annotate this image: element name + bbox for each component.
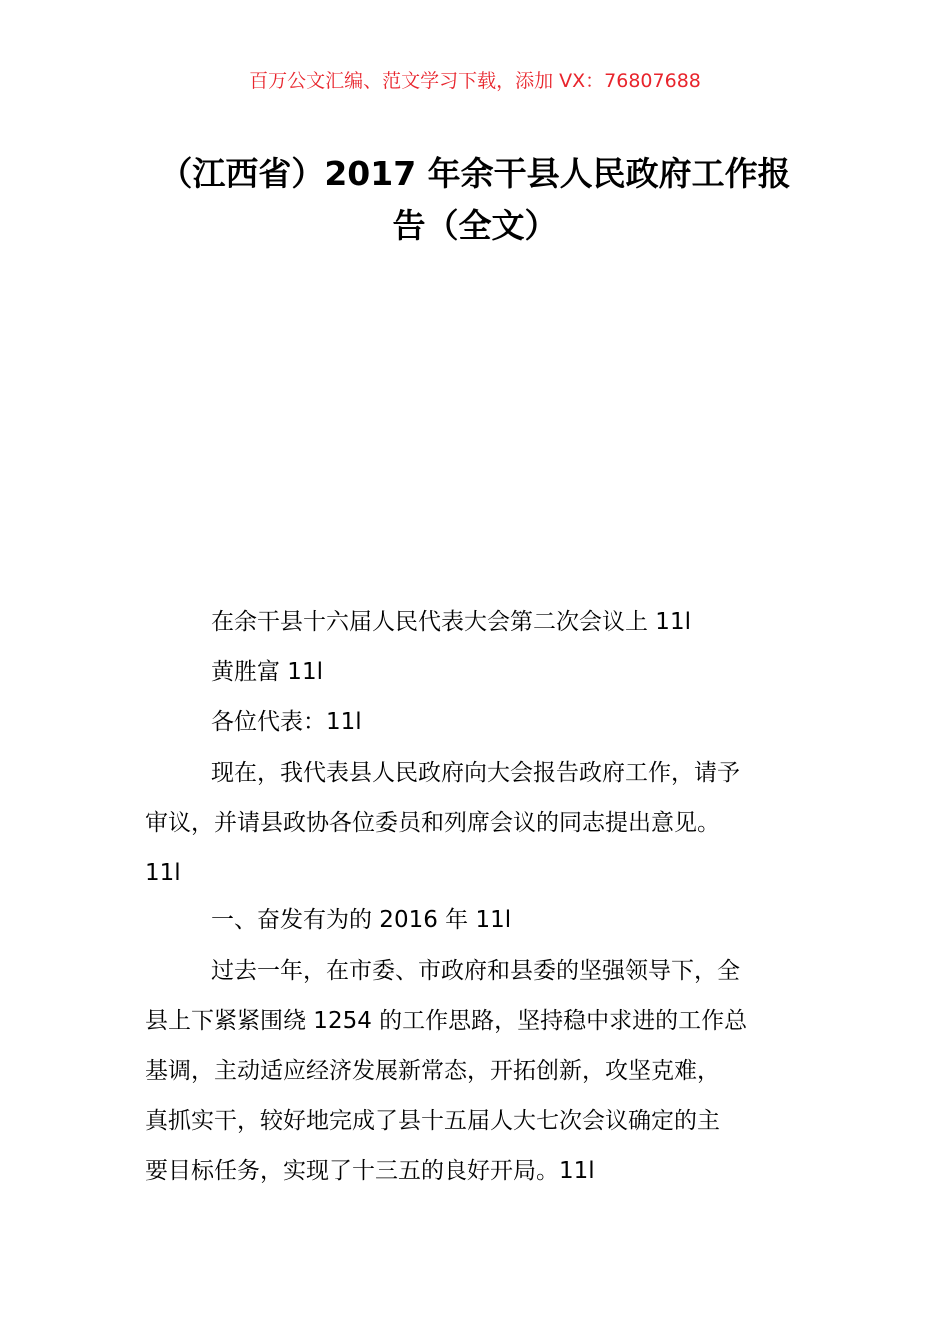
document-title xyxy=(120,148,830,252)
speaker-line: 黄胜富 11l xyxy=(211,659,323,685)
intro-paragraph: 现在，我代表县人民政府向大会报告政府工作，请予 审议，并请县政协各位委员和列席会议的同志提出意见。 11l xyxy=(145,760,740,886)
title-line-1: （江西省）2017 年余干县人民政府工作报 xyxy=(159,154,791,193)
section-paragraph: 过去一年，在市委、市政府和县委的坚强领导下，全 县上下紧紧围绕 1254 的工作思路，坚持稳中求进的工作总 基调，主动适应经济发展新常态，开拓创新，攻坚克难， 真抓实干，较好地完成了县十五届人大七次会议确定的主 要目标任务，实现了十三五的良好开局。11l xyxy=(145,958,748,1184)
title-line-2: 告（全文） xyxy=(392,206,558,245)
meeting-line: 在余干县十六届人民代表大会第二次会议上 11l xyxy=(211,609,691,635)
watermark-header: 百万公文汇编、范文学习下载，添加 VX：76807688 xyxy=(249,70,701,92)
section-heading: 一、奋发有为的 2016 年 11l xyxy=(211,907,512,933)
salutation-line: 各位代表：11l xyxy=(211,709,362,735)
